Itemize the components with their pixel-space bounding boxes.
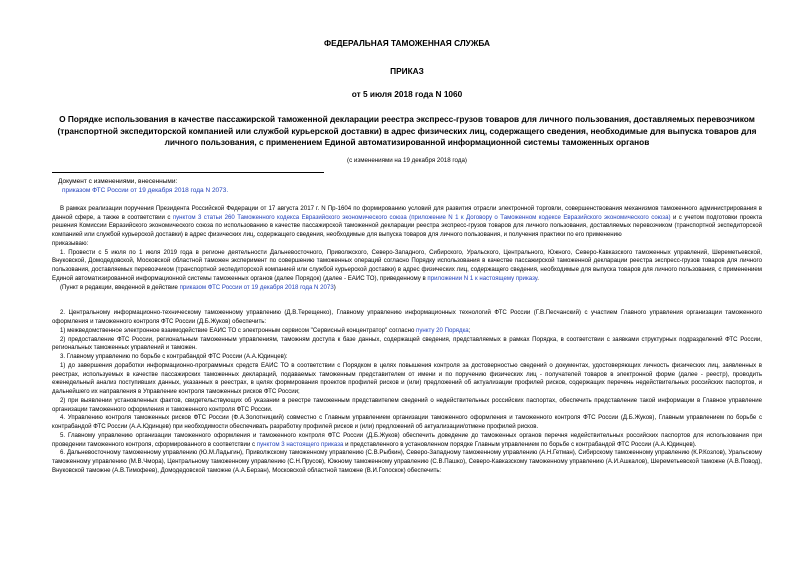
link-appendix-1[interactable]: приложении N 1 к настоящему приказу bbox=[427, 274, 538, 282]
amendment-link[interactable]: приказом ФТС России от 19 декабря 2018 года N 2073. bbox=[62, 186, 229, 194]
paragraph-1-note: (Пункт в редакции, введенной в действие приказом ФТС России от 19 декабря 2018 года N 2073) bbox=[60, 283, 336, 291]
paragraph-2: 2. Центральному информационно-техническому таможенному управлению (Д.В.Терещенко), Главному управлению информационных технологий ФТС России (Г.В.Песчанский) с участием Главного управления организации таможенного оформления и таможенного контроля ФТС России (Д.Б.Жуков) обеспечить: bbox=[52, 309, 762, 326]
paragraph-1: 1. Провести с 5 июля по 1 июля 2019 года в регионе деятельности Дальневосточного, Приволжского, Северо-Западного, Сибирского, Уральского, Центрального, Южного, Северо-Кавказского таможенных управлений, Шереметьевской, Внуковской, Домодедовской, Московской областной таможен эксперимент по совершению таможенных операций согласно Порядку использования в качестве пассажирской таможенной декларации реестра экспресс-грузов товаров для личного пользования, доставляемых перевозчиком (транспортной экспедиторской компанией или службой курьерской доставки) в адрес физических лиц, содержащего сведения, необходимые для выпуска товаров для личного пользования, с применением Единой автоматизированной информационной системы таможенных органов (далее Порядок) (далее - ЕАИС ТО), приведенному в приложении N 1 к настоящему приказу. bbox=[52, 248, 762, 282]
changes-note: (с изменениями на 19 декабря 2018 года) bbox=[347, 156, 467, 164]
agency-name: ФЕДЕРАЛЬНАЯ ТАМОЖЕННАЯ СЛУЖБА bbox=[324, 38, 490, 48]
document-title: О Порядке использования в качестве пассажирской таможенной декларации реестра экспресс-грузов товаров для личного пользования, доставляемых перевозчиком (транспортной экспедиторской компанией или службой курьерской доставки) в адрес физических лиц, содержащего сведения, необходимые для выпуска товаров для личного пользования, с применением Единой автоматизированной информационной системы таможенных органов bbox=[57, 114, 757, 148]
paragraph-4: 4. Управлению контроля таможенных рисков ФТС России (Ф.А.Золотницкий) совместно с Главным управлением организации таможенного оформления и таможенного контроля ФТС России (Д.Б.Жуков), Главным управлением по борьбе с контрабандой ФТС России (А.А.Юдинцев) при необходимости обеспечивать разработку профилей рисков и (или) предложений об актуализации/отмене профилей рисков. bbox=[52, 414, 762, 431]
paragraph-6: 6. Дальневосточному таможенному управлению (Ю.М.Ладыгин), Приволжскому таможенному управлению (С.В.Рыбкин), Северо-Западному таможенному управлению (А.Н.Гетман), Сибирскому таможенному управлению (К.Р.Козлов), Уральскому таможенному управлению (М.В.Чмора), Центральному таможенному управлению (С.Н.Прусов), Южному таможенному управлению (С.В.Пашко), Северо-Кавказскому таможенному управлению (А.И.Ашкалов), Шереметьевской таможне (А.В.Повод), Внуковской таможне (А.В.Тимофеев), Домодедовской таможне (А.А.Берзан), Московской областной таможне (В.И.Голоскок) обеспечить: bbox=[52, 449, 762, 474]
amendments-block bbox=[52, 177, 762, 195]
link-amendment-order[interactable]: приказом ФТС России от 19 декабря 2018 года N 2073 bbox=[179, 283, 334, 291]
document-date: от 5 июля 2018 года N 1060 bbox=[351, 89, 463, 99]
divider bbox=[52, 172, 324, 173]
document-type: ПРИКАЗ bbox=[390, 66, 424, 76]
paragraph-5: 5. Главному управлению организации таможенного оформления и таможенного контроля ФТС России (Д.Б.Жуков) обеспечить доведение до таможенных органов перечня недействительных российских паспортов для использования при проведении таможенного контроля, сформированного в соответствии с пунктом 3 настоящего приказа и представленного в установленном порядке Главным управлением по борьбе с контрабандой ФТС России (А.А.Юдинцев). bbox=[52, 431, 762, 448]
paragraph-3-1: 1) до завершения доработки информационно-программных средств ЕАИС ТО в соответствии с Порядком в целях повышения контроля за достоверностью сведений о документах, удостоверяющих личность физических лиц, заявленных в реестрах, используемых в качестве пассажирских таможенных деклараций, подаваемых таможенным представителем от имени и по поручению физических лиц - получателей товаров в электронной форме (далее - реестр), проводить еженедельный анализ поступивших данных, указанных в реестрах, в целях формирования проектов профилей рисков и (или) предложений об актуализации профилей рисков, содержащих перечень недействительных российских паспортов, и дальнейшего их направления в Управление контроля таможенных рисков ФТС России; bbox=[52, 361, 762, 396]
order-word: приказываю: bbox=[52, 239, 89, 247]
paragraph-3: 3. Главному управлению по борьбе с контрабандой ФТС России (А.А.Юдинцев): bbox=[60, 353, 288, 361]
link-item-20[interactable]: пункту 20 Порядка bbox=[416, 326, 469, 334]
amendments-label: Документ с изменениями, внесенными: bbox=[58, 177, 178, 185]
paragraph-2-2: 2) предоставление ФТС России, региональным таможенным управлениям, таможням доступа к базе данных, содержащей сведения, представляемых в рамках Порядка, в соответствии с заявками структурных подразделений ФТС России, региональных таможенных управлений и таможен. bbox=[52, 335, 762, 352]
link-item-3[interactable]: пунктом 3 настоящего приказа bbox=[256, 440, 344, 448]
paragraph-preamble: В рамках реализации поручения Президента Российской Федерации от 17 августа 2017 г. N Пр-1604 по формированию условий для развития отрасли электронной торговли, совершенствования механизмов таможенного администрирования в данной сфере, а также в соответствии с пунктом 3 статьи 260 Таможенного кодекса Евразийского экономического союза (приложение N 1 к Договору о Таможенном кодексе Евразийского экономического союза) и с учетом подготовки проекта решения Комиссии Евразийского экономического союза по использованию в качестве пассажирской таможенной декларации реестра экспресс-грузов товаров для личного пользования, доставляемых перевозчиком (транспортной экспедиторской компанией или службой курьерской доставки) в адрес физических лиц, содержащего сведения, необходимые для выпуска товаров для личного пользования, и получения практики по его применению bbox=[52, 204, 763, 239]
paragraph-2-1: 1) межведомственное электронное взаимодействие ЕАИС ТО с электронным сервисом "Сервисный концентратор" согласно пункту 20 Порядка; bbox=[60, 326, 471, 334]
paragraph-3-2: 2) при выявлении установленных фактов, свидетельствующих об указании в реестре таможенным представителем сведений о недействительных российских паспортах, обеспечить представление такой информации в Главное управление организации таможенного оформления и таможенного контроля ФТС России. bbox=[52, 396, 762, 413]
link-customs-code-article[interactable]: пунктом 3 статьи 260 Таможенного кодекса Евразийского экономического союза (приложение N 1 к Договору о Таможенном кодексе Евразийского экономического союза) bbox=[172, 213, 671, 221]
document-body bbox=[52, 205, 762, 476]
